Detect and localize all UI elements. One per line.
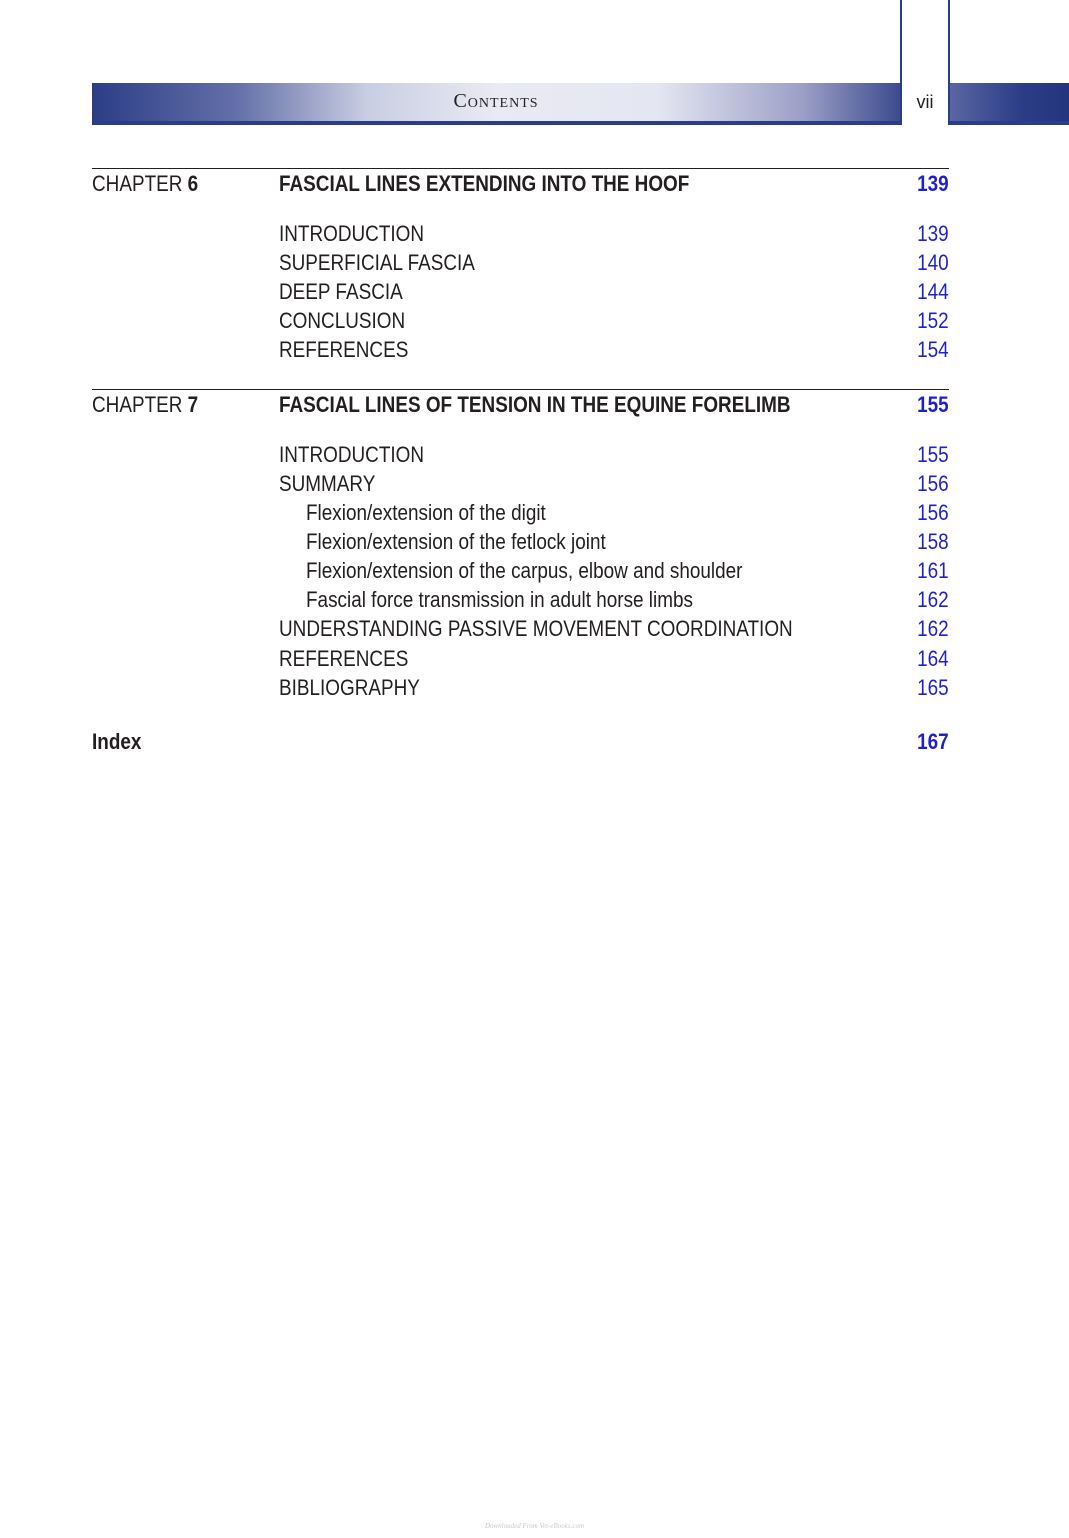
toc-entry[interactable] (92, 337, 949, 366)
toc-entry-title: INTRODUCTION (279, 442, 425, 467)
toc-entry-page: 155 (917, 442, 949, 467)
download-watermark: Downloaded From Vet-eBooks.com (484, 1522, 585, 1530)
toc-subentry[interactable] (92, 587, 949, 616)
toc-entry[interactable] (92, 221, 949, 250)
toc-entry[interactable] (92, 308, 949, 337)
toc-entry-page: 152 (917, 308, 949, 333)
toc-entry[interactable] (92, 250, 949, 279)
chapter-page: 155 (917, 392, 949, 417)
chapter-rule (92, 168, 949, 169)
chapter-heading[interactable] (92, 392, 949, 421)
toc-subentry-page: 161 (917, 558, 949, 583)
index-entry[interactable] (92, 729, 949, 758)
toc-entry-title: DEEP FASCIA (279, 279, 403, 304)
toc-subentry[interactable] (92, 529, 949, 558)
toc-entry-page: 156 (917, 471, 949, 496)
toc-entry-title: BIBLIOGRAPHY (279, 675, 420, 700)
toc-entry-page: 165 (917, 675, 949, 700)
chapter-heading[interactable] (92, 171, 949, 200)
toc-subentry-title: Fascial force transmission in adult horse limbs (306, 587, 693, 612)
toc-subentry[interactable] (92, 558, 949, 587)
header-band-right (950, 83, 1069, 121)
toc-entry-page: 164 (917, 646, 949, 671)
toc-subentry-title: Flexion/extension of the carpus, elbow and shoulder (306, 558, 743, 583)
toc-entry-title: UNDERSTANDING PASSIVE MOVEMENT COORDINATION (279, 616, 793, 641)
toc-subentry-page: 156 (917, 500, 949, 525)
toc-entry-title: SUPERFICIAL FASCIA (279, 250, 475, 275)
chapter-rule (92, 389, 949, 390)
toc-entry-title: REFERENCES (279, 337, 409, 362)
toc-entry[interactable] (92, 616, 949, 645)
toc-entry-title: CONCLUSION (279, 308, 406, 333)
toc-entry[interactable] (92, 646, 949, 675)
toc-entry-page: 154 (917, 337, 949, 362)
index-title: Index (92, 729, 142, 754)
index-page: 167 (917, 729, 949, 754)
chapter-title: FASCIAL LINES OF TENSION IN THE EQUINE FORELIMB (279, 392, 791, 417)
chapter-label: CHAPTER 7 (92, 392, 199, 417)
toc-entry-page: 140 (917, 250, 949, 275)
toc-subentry-title: Flexion/extension of the digit (306, 500, 546, 525)
toc-entry[interactable] (92, 279, 949, 308)
chapter-page: 139 (917, 171, 949, 196)
page-folio: vii (916, 92, 934, 112)
toc-subentry[interactable] (92, 500, 949, 529)
toc-subentry-page: 162 (917, 587, 949, 612)
chapter-title: FASCIAL LINES EXTENDING INTO THE HOOF (279, 171, 690, 196)
toc-subentry-page: 158 (917, 529, 949, 554)
toc-entry-title: INTRODUCTION (279, 221, 425, 246)
toc-subentry-title: Flexion/extension of the fetlock joint (306, 529, 606, 554)
toc-entry[interactable] (92, 471, 949, 500)
toc-entry-title: SUMMARY (279, 471, 376, 496)
toc-entry-page: 144 (917, 279, 949, 304)
toc-entry-page: 139 (917, 221, 949, 246)
header-divider-right (948, 0, 950, 125)
chapter-label: CHAPTER 6 (92, 171, 199, 196)
toc-entry-title: REFERENCES (279, 646, 409, 671)
toc-entry[interactable] (92, 675, 949, 704)
toc-entry-page: 162 (917, 616, 949, 641)
toc-entry[interactable] (92, 442, 949, 471)
running-head: Contents (453, 90, 539, 112)
